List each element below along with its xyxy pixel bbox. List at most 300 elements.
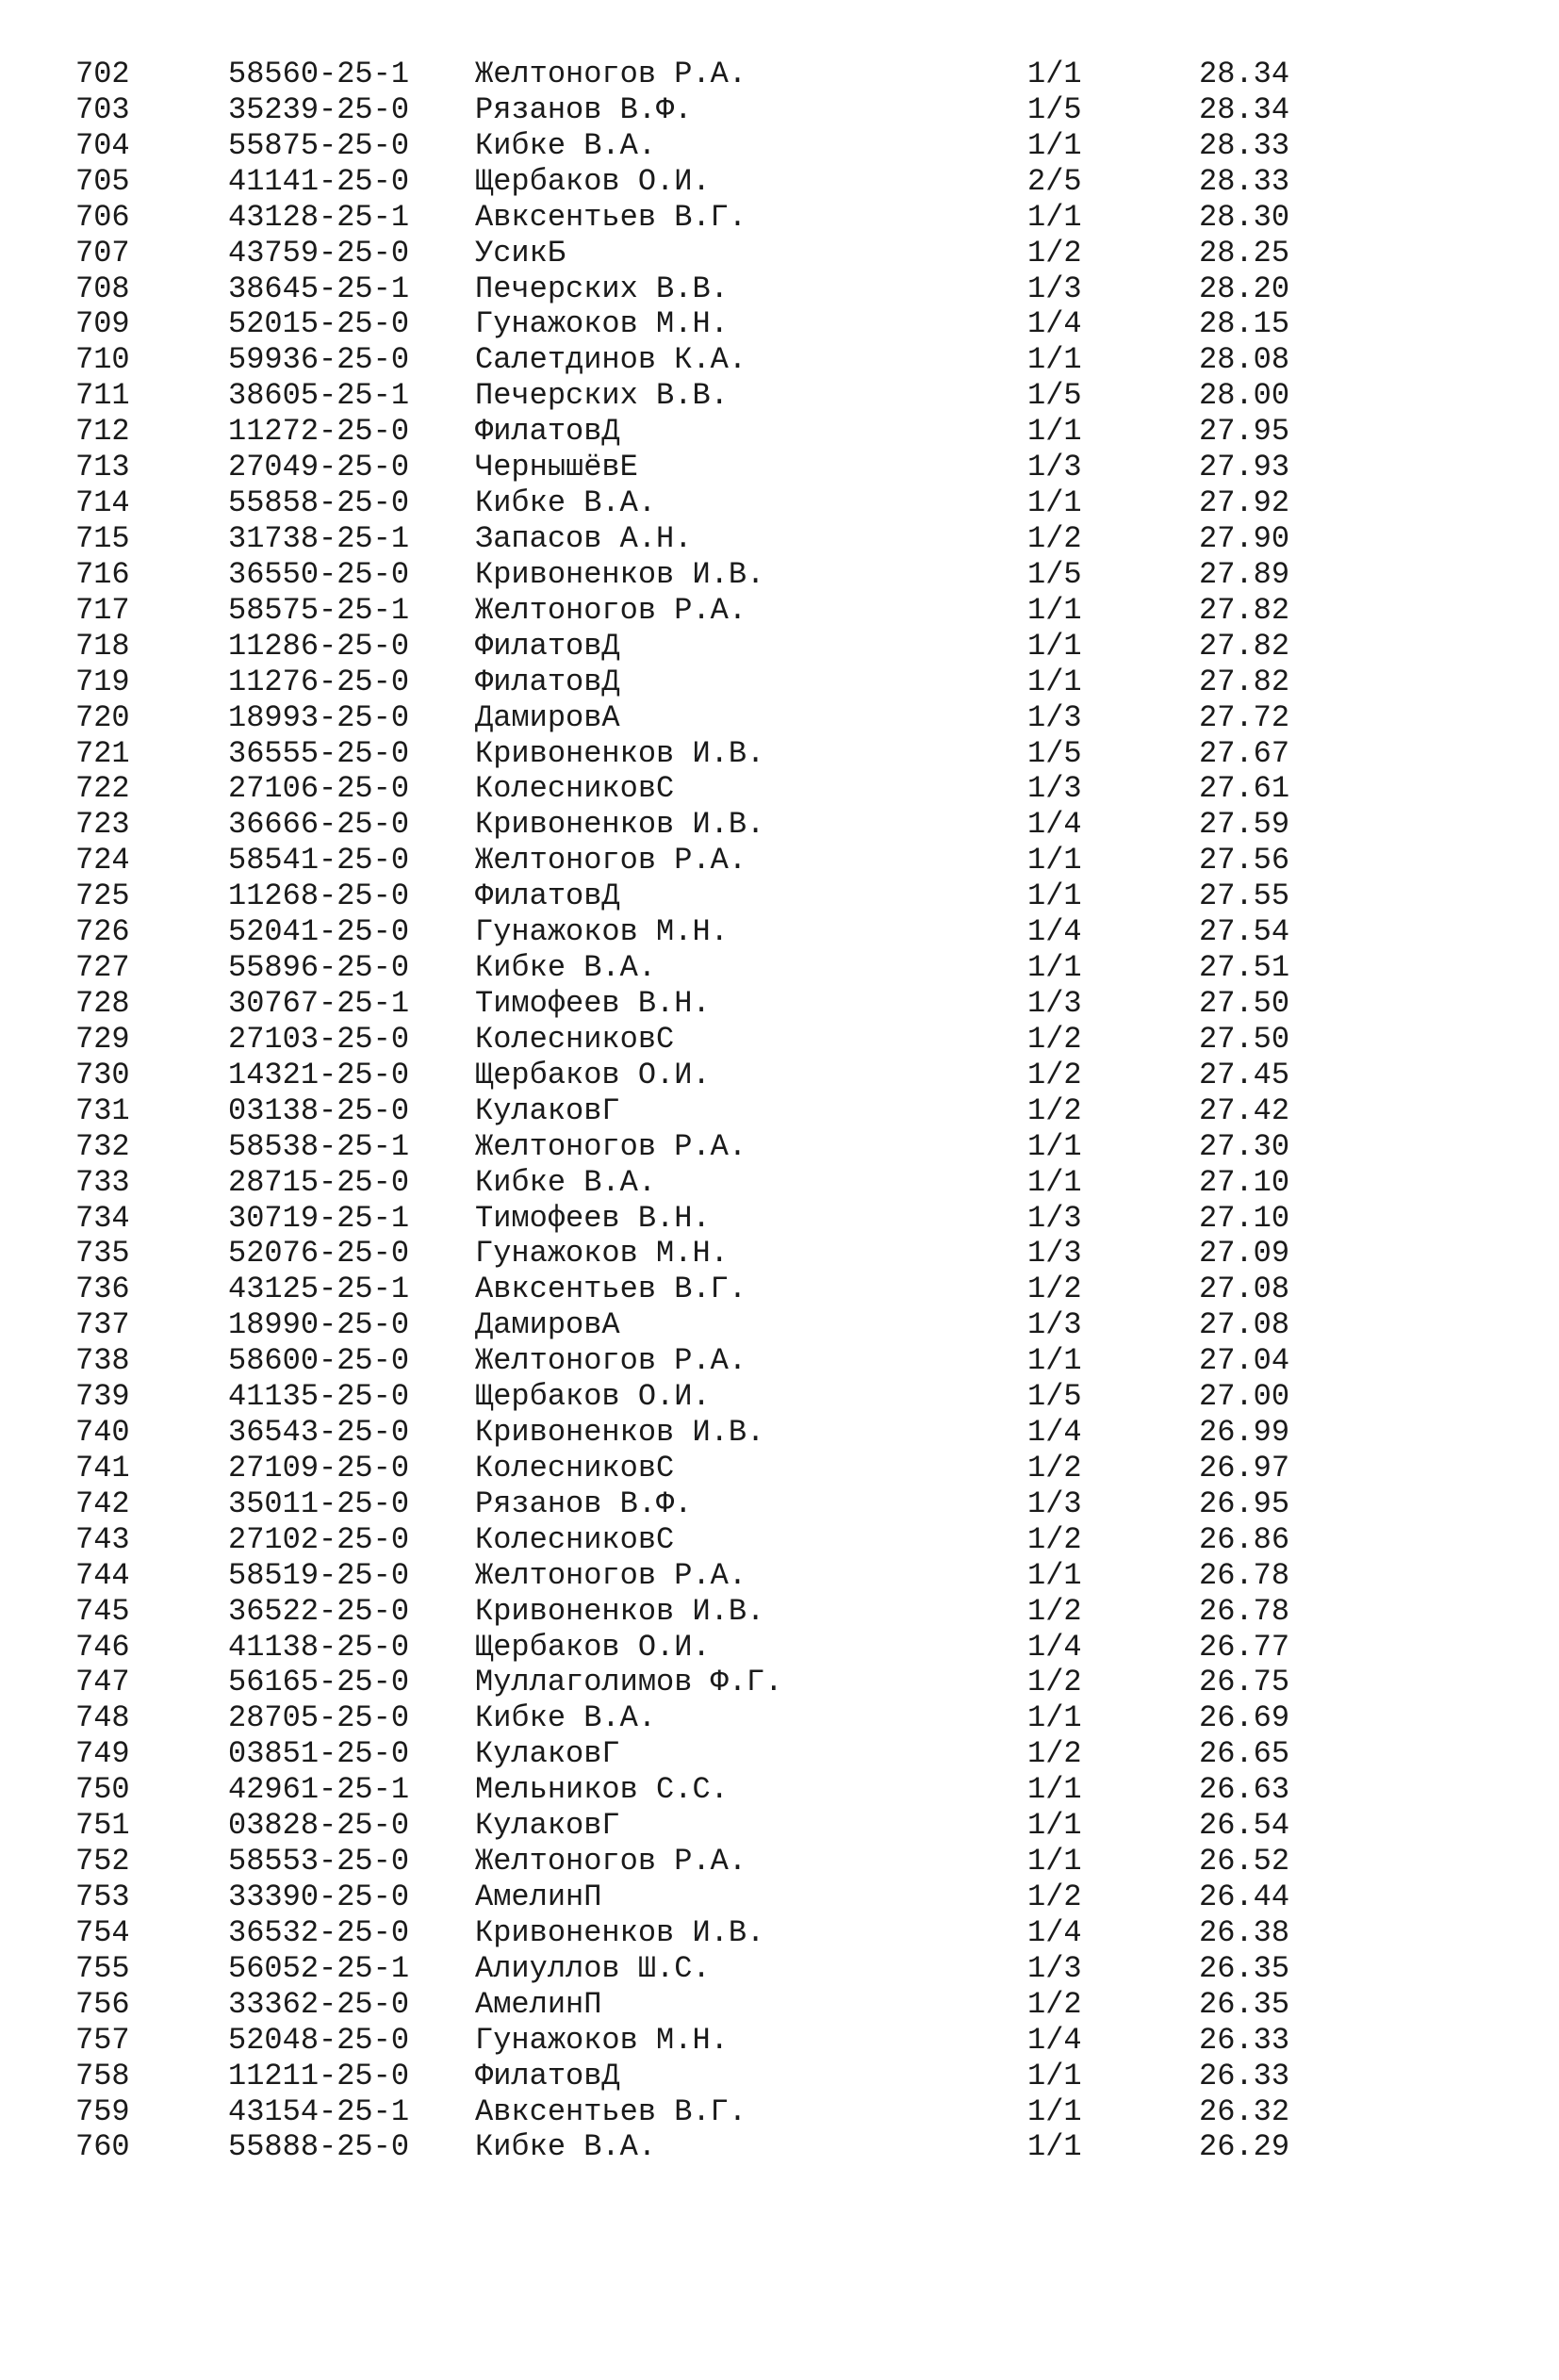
fraction-cell: 1/2 [1027,1021,1082,1057]
rank-cell: 719 [75,664,130,699]
score-cell: 27.08 [1199,1272,1290,1307]
code-cell: 03138-25-0 [228,1092,410,1128]
fraction-cell: 1/2 [1027,1450,1082,1485]
fraction-cell: 1/2 [1027,1057,1082,1092]
name-cell: КолесниковС [475,1021,675,1057]
rank-cell: 713 [75,450,130,485]
code-cell: 36532-25-0 [228,1914,410,1950]
code-cell: 36543-25-0 [228,1415,410,1451]
rank-cell: 747 [75,1665,130,1700]
name-cell: Авксентьев В.Г. [475,2093,747,2129]
score-cell: 27.95 [1199,414,1290,450]
fraction-cell: 1/1 [1027,1343,1082,1379]
fraction-cell: 1/1 [1027,342,1082,378]
list-item [0,521,1559,557]
list-item [0,1307,1559,1343]
code-cell: 27106-25-0 [228,771,410,807]
rank-cell: 734 [75,1200,130,1236]
rank-cell: 744 [75,1557,130,1593]
code-cell: 58541-25-0 [228,843,410,878]
list-item [0,1022,1559,1058]
list-item [0,843,1559,878]
code-cell: 58538-25-1 [228,1128,410,1164]
score-cell: 28.00 [1199,378,1290,414]
fraction-cell: 1/5 [1027,556,1082,592]
code-cell: 58519-25-0 [228,1557,410,1593]
code-cell: 41138-25-0 [228,1629,410,1665]
code-cell: 27103-25-0 [228,1021,410,1057]
score-cell: 26.65 [1199,1736,1290,1772]
code-cell: 28715-25-0 [228,1164,410,1200]
rank-cell: 707 [75,235,130,271]
list-item [0,1343,1559,1379]
code-cell: 03828-25-0 [228,1808,410,1844]
name-cell: Печерских В.В. [475,378,729,414]
code-cell: 14321-25-0 [228,1057,410,1092]
fraction-cell: 1/1 [1027,1557,1082,1593]
fraction-cell: 1/2 [1027,1272,1082,1307]
score-cell: 27.30 [1199,1128,1290,1164]
name-cell: Муллаголимов Ф.Г. [475,1665,783,1700]
name-cell: ФилатовД [475,664,620,699]
name-cell: Кривоненков И.В. [475,735,765,771]
list-item [0,1879,1559,1915]
score-cell: 28.25 [1199,235,1290,271]
rank-cell: 731 [75,1092,130,1128]
fraction-cell: 1/1 [1027,843,1082,878]
list-item [0,1522,1559,1558]
fraction-cell: 1/2 [1027,1665,1082,1700]
rank-cell: 751 [75,1808,130,1844]
code-cell: 43125-25-1 [228,1272,410,1307]
code-cell: 36550-25-0 [228,556,410,592]
score-cell: 28.08 [1199,342,1290,378]
fraction-cell: 1/1 [1027,592,1082,628]
list-item [0,1987,1559,2023]
list-item [0,1165,1559,1201]
fraction-cell: 1/2 [1027,1521,1082,1557]
name-cell: ФилатовД [475,628,620,664]
name-cell: Желтоногов Р.А. [475,1343,747,1379]
fraction-cell: 1/5 [1027,735,1082,771]
fraction-cell: 1/5 [1027,378,1082,414]
rank-cell: 741 [75,1450,130,1485]
fraction-cell: 1/1 [1027,2093,1082,2129]
list-item [0,1415,1559,1451]
code-cell: 58560-25-1 [228,57,410,91]
list-item [0,1951,1559,1987]
code-cell: 52015-25-0 [228,306,410,342]
fraction-cell: 1/1 [1027,414,1082,450]
score-cell: 27.55 [1199,878,1290,914]
list-item [0,2059,1559,2094]
name-cell: Кибке В.А. [475,950,657,986]
score-cell: 27.56 [1199,843,1290,878]
code-cell: 58600-25-0 [228,1343,410,1379]
code-cell: 11268-25-0 [228,878,410,914]
rank-cell: 755 [75,1950,130,1986]
fraction-cell: 1/3 [1027,699,1082,735]
name-cell: Кибке В.А. [475,1164,657,1200]
list-item [0,1665,1559,1700]
rank-cell: 749 [75,1736,130,1772]
code-cell: 56052-25-1 [228,1950,410,1986]
code-cell: 59936-25-0 [228,342,410,378]
score-cell: 26.97 [1199,1450,1290,1485]
code-cell: 52048-25-0 [228,2022,410,2058]
rank-cell: 716 [75,556,130,592]
name-cell: КолесниковС [475,1450,675,1485]
fraction-cell: 1/2 [1027,1879,1082,1915]
rank-cell: 708 [75,271,130,306]
name-cell: Авксентьев В.Г. [475,199,747,235]
fraction-cell: 1/1 [1027,950,1082,986]
name-cell: Щербаков О.И. [475,1629,711,1665]
rank-cell: 758 [75,2058,130,2093]
name-cell: Кривоненков И.В. [475,1415,765,1451]
fraction-cell: 1/1 [1027,57,1082,91]
fraction-cell: 1/3 [1027,1200,1082,1236]
list-item [0,593,1559,629]
name-cell: КолесниковС [475,1521,675,1557]
rank-cell: 711 [75,378,130,414]
fraction-cell: 1/4 [1027,306,1082,342]
code-cell: 18993-25-0 [228,699,410,735]
code-cell: 28705-25-0 [228,1700,410,1736]
score-cell: 27.72 [1199,699,1290,735]
code-cell: 03851-25-0 [228,1736,410,1772]
name-cell: КулаковГ [475,1736,620,1772]
name-cell: Мельников С.С. [475,1772,729,1808]
rank-cell: 725 [75,878,130,914]
score-cell: 28.15 [1199,306,1290,342]
score-cell: 27.08 [1199,1307,1290,1343]
list-item [0,2094,1559,2130]
rank-cell: 726 [75,914,130,950]
score-cell: 27.82 [1199,664,1290,699]
score-cell: 27.00 [1199,1379,1290,1415]
list-item [0,1630,1559,1666]
rank-cell: 721 [75,735,130,771]
list-item [0,306,1559,342]
code-cell: 35239-25-0 [228,91,410,127]
list-item [0,878,1559,914]
name-cell: Щербаков О.И. [475,1057,711,1092]
fraction-cell: 1/1 [1027,199,1082,235]
results-list [0,57,1559,2165]
list-item [0,164,1559,200]
name-cell: Гунажоков М.Н. [475,2022,729,2058]
fraction-cell: 1/5 [1027,1379,1082,1415]
name-cell: Тимофеев В.Н. [475,985,711,1021]
score-cell: 28.30 [1199,199,1290,235]
fraction-cell: 1/2 [1027,1092,1082,1128]
code-cell: 36522-25-0 [228,1593,410,1629]
code-cell: 41141-25-0 [228,163,410,199]
name-cell: Желтоногов Р.А. [475,57,747,91]
fraction-cell: 1/3 [1027,1307,1082,1343]
code-cell: 27102-25-0 [228,1521,410,1557]
list-item [0,1272,1559,1307]
name-cell: ДамировА [475,1307,620,1343]
rank-cell: 703 [75,91,130,127]
list-item [0,1594,1559,1630]
rank-cell: 746 [75,1629,130,1665]
code-cell: 52041-25-0 [228,914,410,950]
score-cell: 27.61 [1199,771,1290,807]
code-cell: 31738-25-1 [228,520,410,556]
rank-cell: 724 [75,843,130,878]
name-cell: Гунажоков М.Н. [475,306,729,342]
list-item [0,1736,1559,1772]
list-item [0,342,1559,378]
rank-cell: 712 [75,414,130,450]
score-cell: 26.38 [1199,1914,1290,1950]
code-cell: 33390-25-0 [228,1879,410,1915]
fraction-cell: 1/1 [1027,127,1082,163]
rank-cell: 702 [75,57,130,91]
score-cell: 28.34 [1199,91,1290,127]
code-cell: 30719-25-1 [228,1200,410,1236]
list-item [0,1058,1559,1093]
rank-cell: 717 [75,592,130,628]
fraction-cell: 1/2 [1027,1593,1082,1629]
fraction-cell: 1/1 [1027,878,1082,914]
score-cell: 26.29 [1199,2129,1290,2165]
score-cell: 28.33 [1199,127,1290,163]
list-item [0,92,1559,128]
score-cell: 27.10 [1199,1164,1290,1200]
rank-cell: 740 [75,1415,130,1451]
list-item [0,200,1559,236]
rank-cell: 705 [75,163,130,199]
score-cell: 27.59 [1199,807,1290,843]
fraction-cell: 1/2 [1027,235,1082,271]
name-cell: КулаковГ [475,1092,620,1128]
rank-cell: 745 [75,1593,130,1629]
fraction-cell: 1/3 [1027,1950,1082,1986]
name-cell: Гунажоков М.Н. [475,914,729,950]
name-cell: КолесниковС [475,771,675,807]
fraction-cell: 1/4 [1027,807,1082,843]
code-cell: 18990-25-0 [228,1307,410,1343]
fraction-cell: 1/1 [1027,485,1082,521]
list-item [0,1558,1559,1594]
fraction-cell: 1/1 [1027,1700,1082,1736]
score-cell: 27.51 [1199,950,1290,986]
list-item [0,2129,1559,2165]
code-cell: 38605-25-1 [228,378,410,414]
score-cell: 27.90 [1199,520,1290,556]
list-item [0,700,1559,736]
rank-cell: 757 [75,2022,130,2058]
fraction-cell: 1/3 [1027,771,1082,807]
rank-cell: 738 [75,1343,130,1379]
fraction-cell: 1/3 [1027,1236,1082,1272]
list-item [0,485,1559,521]
name-cell: Кривоненков И.В. [475,1593,765,1629]
rank-cell: 732 [75,1128,130,1164]
score-cell: 26.35 [1199,1950,1290,1986]
fraction-cell: 1/4 [1027,2022,1082,2058]
fraction-cell: 1/5 [1027,91,1082,127]
code-cell: 27049-25-0 [228,450,410,485]
code-cell: 11272-25-0 [228,414,410,450]
name-cell: УсикБ [475,235,566,271]
score-cell: 26.95 [1199,1485,1290,1521]
fraction-cell: 1/3 [1027,271,1082,306]
code-cell: 55858-25-0 [228,485,410,521]
score-cell: 26.33 [1199,2022,1290,2058]
name-cell: Желтоногов Р.А. [475,843,747,878]
rank-cell: 718 [75,628,130,664]
code-cell: 43128-25-1 [228,199,410,235]
name-cell: Желтоногов Р.А. [475,1844,747,1879]
score-cell: 28.34 [1199,57,1290,91]
score-cell: 26.33 [1199,2058,1290,2093]
score-cell: 27.50 [1199,985,1290,1021]
code-cell: 42961-25-1 [228,1772,410,1808]
score-cell: 27.04 [1199,1343,1290,1379]
name-cell: Кибке В.А. [475,485,657,521]
fraction-cell: 1/4 [1027,1914,1082,1950]
rank-cell: 733 [75,1164,130,1200]
list-item [0,1844,1559,1879]
list-item [0,771,1559,807]
score-cell: 27.42 [1199,1092,1290,1128]
code-cell: 35011-25-0 [228,1485,410,1521]
code-cell: 56165-25-0 [228,1665,410,1700]
code-cell: 58575-25-1 [228,592,410,628]
name-cell: Кривоненков И.В. [475,556,765,592]
list-item [0,1772,1559,1808]
list-item [0,736,1559,772]
score-cell: 27.50 [1199,1021,1290,1057]
code-cell: 55875-25-0 [228,127,410,163]
score-cell: 27.10 [1199,1200,1290,1236]
name-cell: Рязанов В.Ф. [475,1485,693,1521]
code-cell: 11286-25-0 [228,628,410,664]
rank-cell: 735 [75,1236,130,1272]
name-cell: Авксентьев В.Г. [475,1272,747,1307]
list-item [0,914,1559,950]
rank-cell: 730 [75,1057,130,1092]
name-cell: Кривоненков И.В. [475,1914,765,1950]
rank-cell: 739 [75,1379,130,1415]
score-cell: 26.54 [1199,1808,1290,1844]
score-cell: 26.78 [1199,1557,1290,1593]
rank-cell: 748 [75,1700,130,1736]
rank-cell: 754 [75,1914,130,1950]
name-cell: ЧернышёвЕ [475,450,638,485]
fraction-cell: 1/3 [1027,1485,1082,1521]
score-cell: 27.89 [1199,556,1290,592]
rank-cell: 714 [75,485,130,521]
rank-cell: 750 [75,1772,130,1808]
list-item [0,665,1559,700]
name-cell: АмелинП [475,1986,602,2022]
score-cell: 26.86 [1199,1521,1290,1557]
name-cell: ФилатовД [475,2058,620,2093]
code-cell: 43759-25-0 [228,235,410,271]
rank-cell: 715 [75,520,130,556]
fraction-cell: 1/1 [1027,1164,1082,1200]
rank-cell: 710 [75,342,130,378]
name-cell: Щербаков О.И. [475,1379,711,1415]
code-cell: 52076-25-0 [228,1236,410,1272]
name-cell: Кибке В.А. [475,1700,657,1736]
fraction-cell: 1/1 [1027,1808,1082,1844]
rank-cell: 728 [75,985,130,1021]
code-cell: 36555-25-0 [228,735,410,771]
list-item [0,1236,1559,1272]
fraction-cell: 1/2 [1027,520,1082,556]
list-item [0,1915,1559,1951]
fraction-cell: 1/4 [1027,1415,1082,1451]
score-cell: 27.82 [1199,628,1290,664]
rank-cell: 753 [75,1879,130,1915]
name-cell: Салетдинов К.А. [475,342,747,378]
rank-cell: 742 [75,1485,130,1521]
code-cell: 55888-25-0 [228,2129,410,2165]
name-cell: Кибке В.А. [475,2129,657,2165]
score-cell: 26.52 [1199,1844,1290,1879]
fraction-cell: 1/1 [1027,2058,1082,2093]
name-cell: Гунажоков М.Н. [475,1236,729,1272]
score-cell: 27.82 [1199,592,1290,628]
rank-cell: 743 [75,1521,130,1557]
name-cell: КулаковГ [475,1808,620,1844]
fraction-cell: 1/3 [1027,450,1082,485]
rank-cell: 729 [75,1021,130,1057]
name-cell: Щербаков О.И. [475,163,711,199]
score-cell: 26.63 [1199,1772,1290,1808]
rank-cell: 759 [75,2093,130,2129]
list-item [0,1808,1559,1844]
list-item [0,1129,1559,1165]
code-cell: 33362-25-0 [228,1986,410,2022]
rank-cell: 760 [75,2129,130,2165]
fraction-cell: 1/4 [1027,914,1082,950]
list-item [0,629,1559,665]
score-cell: 26.99 [1199,1415,1290,1451]
fraction-cell: 2/5 [1027,163,1082,199]
score-cell: 28.33 [1199,163,1290,199]
score-cell: 26.77 [1199,1629,1290,1665]
fraction-cell: 1/1 [1027,1128,1082,1164]
rank-cell: 756 [75,1986,130,2022]
list-item [0,1093,1559,1129]
score-cell: 28.20 [1199,271,1290,306]
name-cell: ФилатовД [475,414,620,450]
list-item [0,236,1559,271]
list-item [0,986,1559,1022]
name-cell: ДамировА [475,699,620,735]
code-cell: 27109-25-0 [228,1450,410,1485]
fraction-cell: 1/1 [1027,2129,1082,2165]
code-cell: 41135-25-0 [228,1379,410,1415]
score-cell: 27.09 [1199,1236,1290,1272]
name-cell: ФилатовД [475,878,620,914]
name-cell: Алиуллов Ш.С. [475,1950,711,1986]
code-cell: 11276-25-0 [228,664,410,699]
name-cell: Желтоногов Р.А. [475,1557,747,1593]
rank-cell: 720 [75,699,130,735]
name-cell: Запасов А.Н. [475,520,693,556]
name-cell: Тимофеев В.Н. [475,1200,711,1236]
fraction-cell: 1/1 [1027,1772,1082,1808]
list-item [0,950,1559,986]
